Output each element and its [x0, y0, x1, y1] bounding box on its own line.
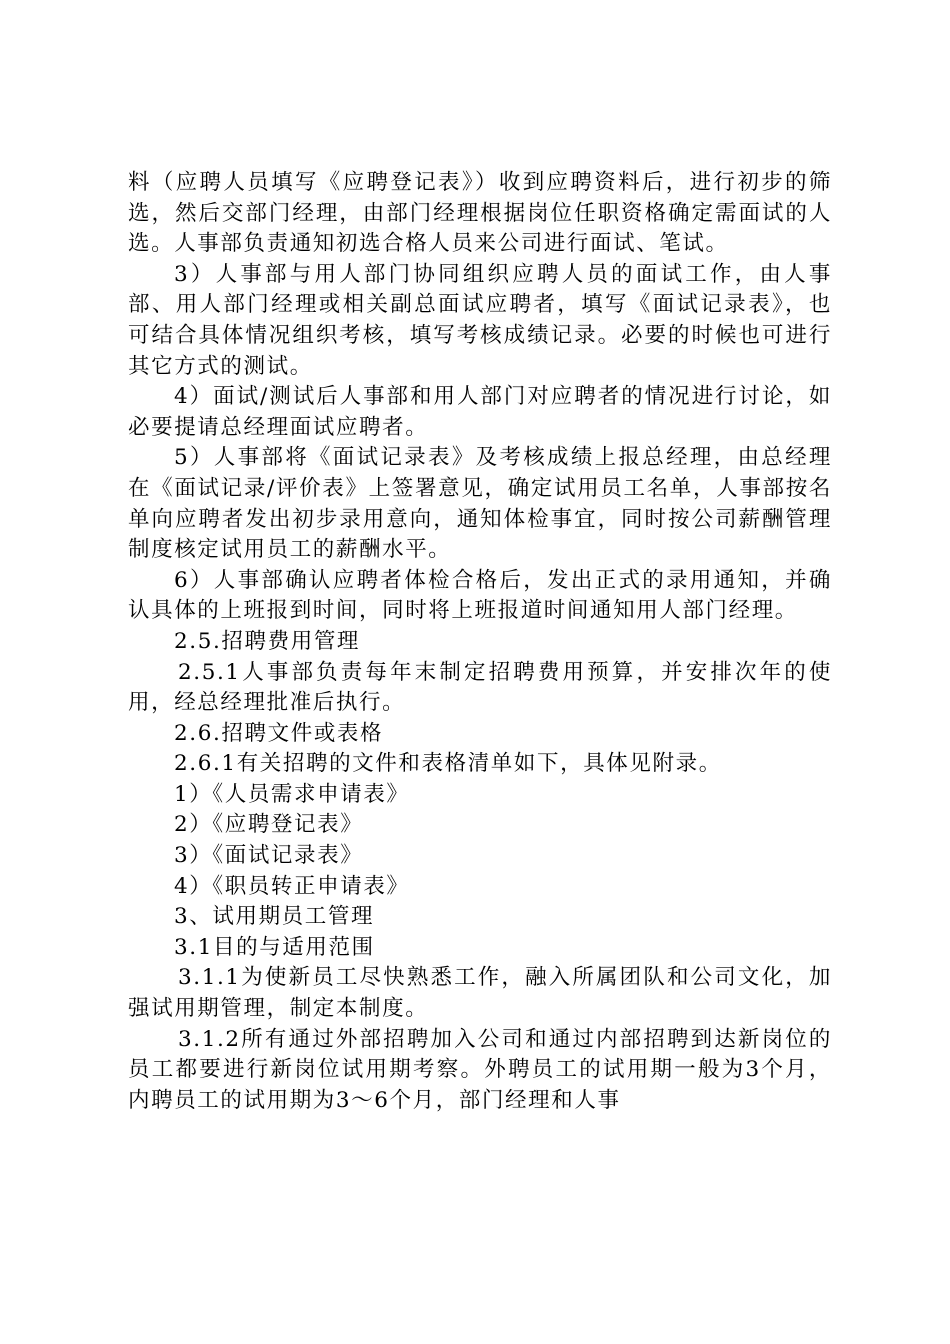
- paragraph-2-6-1: 2.6.1有关招聘的文件和表格清单如下，具体见附录。: [174, 751, 722, 777]
- section-heading-3-1: 3.1目的与适用范围: [174, 934, 375, 960]
- list-item-form-4: 4）《职员转正申请表》: [174, 873, 410, 899]
- paragraph-3-1-1: 3.1.1为使新员工尽快熟悉工作，融入所属团队和公司文化，加强试用期管理，制定本制度。: [128, 965, 832, 1022]
- paragraph-step-4: 4）面试/测试后人事部和用人部门对应聘者的情况进行讨论，如必要提请总经理面试应聘者。: [128, 384, 832, 440]
- paragraph-2-5-1: 2.5.1人事部负责每年末制定招聘费用预算，并安排次年的使用，经总经理批准后执行。: [128, 659, 832, 716]
- section-heading-2-6: 2.6.招聘文件或表格: [174, 720, 384, 746]
- paragraph-3-1-2: 3.1.2所有通过外部招聘加入公司和通过内部招聘到达新岗位的员工都要进行新岗位试用期考察。外聘员工的试用期一般为3个月，内聘员工的试用期为3～6个月，部门经理和人事: [128, 1026, 832, 1113]
- paragraph-step-6: 6）人事部确认应聘者体检合格后，发出正式的录用通知，并确认具体的上班报到时间，同时将上班报道时间通知用人部门经理。: [128, 567, 832, 624]
- paragraph-step-3: 3）人事部与用人部门协同组织应聘人员的面试工作，由人事部、用人部门经理或相关副总面试应聘者，填写《面试记录表》，也可结合具体情况组织考核，填写考核成绩记录。必要的时候也可进行其它方式的测试。: [128, 261, 832, 379]
- section-heading-3: 3、试用期员工管理: [174, 904, 375, 930]
- list-item-form-2: 2）《应聘登记表》: [174, 812, 364, 838]
- paragraph-continuation: 料（应聘人员填写《应聘登记表》）收到应聘资料后，进行初步的筛选，然后交部门经理，由部门经理根据岗位任职资格确定需面试的人选。人事部负责通知初选合格人员来公司进行面试、笔试。: [128, 170, 832, 257]
- list-item-form-3: 3）《面试记录表》: [174, 843, 364, 869]
- paragraph-step-5: 5）人事部将《面试记录表》及考核成绩上报总经理，由总经理在《面试记录/评价表》上签署意见，确定试用员工名单，人事部按名单向应聘者发出初步录用意向，通知体检事宜，同时按公司薪酬管理制度核定试用员工的薪酬水平。: [128, 445, 832, 563]
- list-item-form-1: 1）《人员需求申请表》: [174, 781, 410, 807]
- document-page: [128, 168, 832, 1116]
- section-heading-2-5: 2.5.招聘费用管理: [174, 628, 361, 654]
